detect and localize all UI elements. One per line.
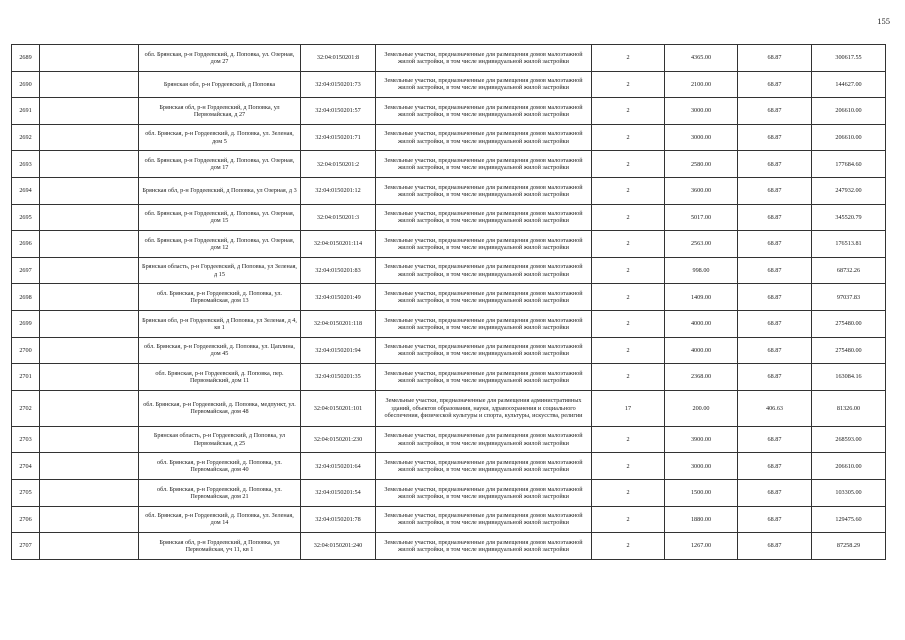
table-row — [12, 124, 886, 151]
cadastral-number-cell: 32:04:0150201:2 — [301, 151, 376, 178]
empty-cell — [40, 231, 139, 258]
empty-cell — [40, 98, 139, 125]
table-row — [12, 533, 886, 560]
area-cell: 200.00 — [665, 390, 738, 426]
cadastral-number-cell: 32:04:0150201:240 — [301, 533, 376, 560]
land-use-cell: Земельные участки, предназначенные для размещения домов малоэтажной жилой застройки, в том числе индивидуальной жилой застройки — [376, 204, 592, 231]
specific-value-cell: 68.87 — [738, 479, 812, 506]
address-cell: обл. Брянская, р-н Гордеевский, д. Поповка, ул. Озерная, дом 12 — [139, 231, 301, 258]
land-use-cell: Земельные участки, предназначенные для размещения домов малоэтажной жилой застройки, в том числе индивидуальной жилой застройки — [376, 426, 592, 453]
row-number-cell: 2696 — [12, 231, 40, 258]
land-use-cell: Земельные участки, предназначенные для размещения домов малоэтажной жилой застройки, в том числе индивидуальной жилой застройки — [376, 151, 592, 178]
table-row — [12, 204, 886, 231]
address-cell: Брянская обл, р-н Гордеевский, д Поповка — [139, 71, 301, 98]
specific-value-cell: 68.87 — [738, 151, 812, 178]
specific-value-cell: 406.63 — [738, 390, 812, 426]
land-use-cell: Земельные участки, предназначенные для размещения домов малоэтажной жилой застройки, в том числе индивидуальной жилой застройки — [376, 453, 592, 480]
land-use-cell: Земельные участки, предназначенные для размещения домов малоэтажной жилой застройки, в том числе индивидуальной жилой застройки — [376, 98, 592, 125]
row-number-cell: 2693 — [12, 151, 40, 178]
address-cell: обл. Брянская, р-н Гордеевский, д. Поповка, ул. Первомайская, дом 21 — [139, 479, 301, 506]
cadastral-value-cell: 247932.00 — [812, 177, 886, 204]
table-row — [12, 506, 886, 533]
group-cell: 2 — [592, 310, 665, 337]
specific-value-cell: 68.87 — [738, 257, 812, 284]
cadastral-value-cell: 275480.00 — [812, 310, 886, 337]
specific-value-cell: 68.87 — [738, 533, 812, 560]
land-use-cell: Земельные участки, предназначенные для размещения домов малоэтажной жилой застройки, в том числе индивидуальной жилой застройки — [376, 284, 592, 311]
cadastral-value-cell: 300617.55 — [812, 45, 886, 72]
specific-value-cell: 68.87 — [738, 45, 812, 72]
empty-cell — [40, 284, 139, 311]
group-cell: 2 — [592, 284, 665, 311]
cadastral-value-cell: 97037.83 — [812, 284, 886, 311]
table-row — [12, 284, 886, 311]
address-cell: Брянская область, р-н Гордеевский, д Поповка, ул Первомайская, д 25 — [139, 426, 301, 453]
cadastral-value-cell: 206610.00 — [812, 453, 886, 480]
cadastral-number-cell: 32:04:0150201:118 — [301, 310, 376, 337]
group-cell: 2 — [592, 257, 665, 284]
specific-value-cell: 68.87 — [738, 364, 812, 391]
land-use-cell: Земельные участки, предназначенные для размещения домов малоэтажной жилой застройки, в том числе индивидуальной жилой застройки — [376, 124, 592, 151]
area-cell: 998.00 — [665, 257, 738, 284]
cadastral-number-cell: 32:04:0150201:73 — [301, 71, 376, 98]
area-cell: 3600.00 — [665, 177, 738, 204]
land-use-cell: Земельные участки, предназначенные для размещения домов малоэтажной жилой застройки, в том числе индивидуальной жилой застройки — [376, 310, 592, 337]
address-cell: обл. Брянская, р-н Гордеевский, д. Поповка, ул. Зеленая, дом 14 — [139, 506, 301, 533]
group-cell: 2 — [592, 426, 665, 453]
cadastral-number-cell: 32:04:0150201:8 — [301, 45, 376, 72]
page-number: 155 — [877, 16, 890, 26]
cadastral-number-cell: 32:04:0150201:101 — [301, 390, 376, 426]
empty-cell — [40, 151, 139, 178]
empty-cell — [40, 45, 139, 72]
table-row — [12, 257, 886, 284]
land-use-cell: Земельные участки, предназначенные для размещения домов малоэтажной жилой застройки, в том числе индивидуальной жилой застройки — [376, 71, 592, 98]
cadastral-value-table — [11, 44, 886, 560]
address-cell: обл. Брянская, р-н Гордеевский, д. Поповка, ул. Первомайская, дом 13 — [139, 284, 301, 311]
cadastral-number-cell: 32:04:0150201:78 — [301, 506, 376, 533]
cadastral-value-cell: 275480.00 — [812, 337, 886, 364]
cadastral-value-cell: 81326.00 — [812, 390, 886, 426]
group-cell: 2 — [592, 124, 665, 151]
address-cell: обл. Брянская, р-н Гордеевский, д. Поповка, ул. Озерная, дом 17 — [139, 151, 301, 178]
table-row — [12, 390, 886, 426]
row-number-cell: 2695 — [12, 204, 40, 231]
empty-cell — [40, 364, 139, 391]
address-cell: Брянская обл, р-н Гордеевский, д Поповка, ул Озерная, д 3 — [139, 177, 301, 204]
row-number-cell: 2701 — [12, 364, 40, 391]
area-cell: 2368.00 — [665, 364, 738, 391]
table-row — [12, 310, 886, 337]
specific-value-cell: 68.87 — [738, 310, 812, 337]
land-use-cell: Земельные участки, предназначенные для размещения домов малоэтажной жилой застройки, в том числе индивидуальной жилой застройки — [376, 364, 592, 391]
group-cell: 2 — [592, 479, 665, 506]
cadastral-value-cell: 206610.00 — [812, 124, 886, 151]
cadastral-value-cell: 177684.60 — [812, 151, 886, 178]
cadastral-value-cell: 206610.00 — [812, 98, 886, 125]
group-cell: 2 — [592, 98, 665, 125]
specific-value-cell: 68.87 — [738, 98, 812, 125]
table-row — [12, 479, 886, 506]
empty-cell — [40, 204, 139, 231]
table-row — [12, 453, 886, 480]
row-number-cell: 2699 — [12, 310, 40, 337]
group-cell: 2 — [592, 453, 665, 480]
area-cell: 5017.00 — [665, 204, 738, 231]
row-number-cell: 2690 — [12, 71, 40, 98]
group-cell: 2 — [592, 231, 665, 258]
row-number-cell: 2704 — [12, 453, 40, 480]
specific-value-cell: 68.87 — [738, 71, 812, 98]
address-cell: Брянская обл, р-н Гордеевский, д Поповка, ул Первомайская, д 27 — [139, 98, 301, 125]
cadastral-number-cell: 32:04:0150201:94 — [301, 337, 376, 364]
area-cell: 4365.00 — [665, 45, 738, 72]
land-use-cell: Земельные участки, предназначенные для размещения домов малоэтажной жилой застройки, в том числе индивидуальной жилой застройки — [376, 177, 592, 204]
group-cell: 2 — [592, 506, 665, 533]
empty-cell — [40, 390, 139, 426]
cadastral-number-cell: 32:04:0150201:35 — [301, 364, 376, 391]
row-number-cell: 2703 — [12, 426, 40, 453]
cadastral-value-cell: 68732.26 — [812, 257, 886, 284]
group-cell: 2 — [592, 204, 665, 231]
row-number-cell: 2697 — [12, 257, 40, 284]
cadastral-number-cell: 32:04:0150201:71 — [301, 124, 376, 151]
row-number-cell: 2689 — [12, 45, 40, 72]
cadastral-number-cell: 32:04:0150201:83 — [301, 257, 376, 284]
address-cell: обл. Брянская, р-н Гордеевский, д. Поповка, ул. Первомайская, дом 40 — [139, 453, 301, 480]
table-body — [12, 45, 886, 560]
specific-value-cell: 68.87 — [738, 124, 812, 151]
table-row — [12, 231, 886, 258]
cadastral-value-cell: 345520.79 — [812, 204, 886, 231]
land-use-cell: Земельные участки, предназначенные для размещения домов малоэтажной жилой застройки, в том числе индивидуальной жилой застройки — [376, 231, 592, 258]
area-cell: 2580.00 — [665, 151, 738, 178]
empty-cell — [40, 71, 139, 98]
empty-cell — [40, 310, 139, 337]
empty-cell — [40, 337, 139, 364]
table-row — [12, 71, 886, 98]
row-number-cell: 2702 — [12, 390, 40, 426]
land-use-cell: Земельные участки, предназначенные для размещения домов малоэтажной жилой застройки, в том числе индивидуальной жилой застройки — [376, 257, 592, 284]
area-cell: 3000.00 — [665, 124, 738, 151]
area-cell: 1880.00 — [665, 506, 738, 533]
row-number-cell: 2692 — [12, 124, 40, 151]
group-cell: 2 — [592, 71, 665, 98]
table-row — [12, 337, 886, 364]
specific-value-cell: 68.87 — [738, 231, 812, 258]
empty-cell — [40, 453, 139, 480]
land-use-cell: Земельные участки, предназначенные для размещения домов малоэтажной жилой застройки, в том числе индивидуальной жилой застройки — [376, 479, 592, 506]
empty-cell — [40, 506, 139, 533]
table-row — [12, 151, 886, 178]
group-cell: 2 — [592, 533, 665, 560]
group-cell: 2 — [592, 177, 665, 204]
empty-cell — [40, 124, 139, 151]
cadastral-number-cell: 32:04:0150201:12 — [301, 177, 376, 204]
specific-value-cell: 68.87 — [738, 177, 812, 204]
land-use-cell: Земельные участки, предназначенные для размещения домов малоэтажной жилой застройки, в том числе индивидуальной жилой застройки — [376, 533, 592, 560]
address-cell: обл. Брянская, р-н Гордеевский, д. Поповка, ул. Озерная, дом 27 — [139, 45, 301, 72]
area-cell: 1267.00 — [665, 533, 738, 560]
area-cell: 1500.00 — [665, 479, 738, 506]
address-cell: Брянская обл, р-н Гордеевский, д Поповка, ул Первомайская, уч 11, кв 1 — [139, 533, 301, 560]
cadastral-number-cell: 32:04:0150201:54 — [301, 479, 376, 506]
cadastral-value-cell: 87258.29 — [812, 533, 886, 560]
table-row — [12, 98, 886, 125]
area-cell: 3900.00 — [665, 426, 738, 453]
specific-value-cell: 68.87 — [738, 284, 812, 311]
cadastral-value-cell: 163084.16 — [812, 364, 886, 391]
row-number-cell: 2700 — [12, 337, 40, 364]
empty-cell — [40, 533, 139, 560]
specific-value-cell: 68.87 — [738, 204, 812, 231]
address-cell: обл. Брянская, р-н Гордеевский, д. Поповка, пер. Первомайский, дом 11 — [139, 364, 301, 391]
row-number-cell: 2694 — [12, 177, 40, 204]
row-number-cell: 2706 — [12, 506, 40, 533]
address-cell: обл. Брянская, р-н Гордеевский, д. Поповка, медпункт, ул. Первомайская, дом 48 — [139, 390, 301, 426]
row-number-cell: 2698 — [12, 284, 40, 311]
group-cell: 2 — [592, 364, 665, 391]
empty-cell — [40, 257, 139, 284]
area-cell: 2563.00 — [665, 231, 738, 258]
cadastral-value-cell: 176513.81 — [812, 231, 886, 258]
empty-cell — [40, 177, 139, 204]
land-use-cell: Земельные участки, предназначенные для размещения домов малоэтажной жилой застройки, в том числе индивидуальной жилой застройки — [376, 45, 592, 72]
area-cell: 3000.00 — [665, 98, 738, 125]
table-row — [12, 177, 886, 204]
empty-cell — [40, 426, 139, 453]
address-cell: обл. Брянская, р-н Гордеевский, д. Поповка, ул. Озерная, дом 15 — [139, 204, 301, 231]
address-cell: обл. Брянская, р-н Гордеевский, д. Поповка, ул. Цаплина, дом 45 — [139, 337, 301, 364]
row-number-cell: 2707 — [12, 533, 40, 560]
group-cell: 2 — [592, 337, 665, 364]
table-row — [12, 45, 886, 72]
specific-value-cell: 68.87 — [738, 506, 812, 533]
group-cell: 2 — [592, 45, 665, 72]
land-use-cell: Земельные участки, предназначенные для размещения домов малоэтажной жилой застройки, в том числе индивидуальной жилой застройки — [376, 506, 592, 533]
row-number-cell: 2691 — [12, 98, 40, 125]
group-cell: 17 — [592, 390, 665, 426]
cadastral-number-cell: 32:04:0150201:49 — [301, 284, 376, 311]
cadastral-value-cell: 268593.00 — [812, 426, 886, 453]
row-number-cell: 2705 — [12, 479, 40, 506]
area-cell: 3000.00 — [665, 453, 738, 480]
group-cell: 2 — [592, 151, 665, 178]
area-cell: 4000.00 — [665, 310, 738, 337]
address-cell: Брянская область, р-н Гордеевский, д Поповка, ул Зеленая, д 15 — [139, 257, 301, 284]
table-row — [12, 426, 886, 453]
cadastral-value-cell: 129475.60 — [812, 506, 886, 533]
cadastral-value-cell: 103305.00 — [812, 479, 886, 506]
empty-cell — [40, 479, 139, 506]
cadastral-number-cell: 32:04:0150201:64 — [301, 453, 376, 480]
land-use-cell: Земельные участки, предназначенные для размещения административных зданий, объектов образования, науки, здравоохранения и социального обеспечения, физической культуры и спорта, культуры, искусства, религии — [376, 390, 592, 426]
cadastral-number-cell: 32:04:0150201:3 — [301, 204, 376, 231]
area-cell: 2100.00 — [665, 71, 738, 98]
specific-value-cell: 68.87 — [738, 337, 812, 364]
cadastral-number-cell: 32:04:0150201:57 — [301, 98, 376, 125]
table-row — [12, 364, 886, 391]
area-cell: 1409.00 — [665, 284, 738, 311]
specific-value-cell: 68.87 — [738, 453, 812, 480]
cadastral-number-cell: 32:04:0150201:230 — [301, 426, 376, 453]
area-cell: 4000.00 — [665, 337, 738, 364]
land-use-cell: Земельные участки, предназначенные для размещения домов малоэтажной жилой застройки, в том числе индивидуальной жилой застройки — [376, 337, 592, 364]
address-cell: обл. Брянская, р-н Гордеевский, д. Поповка, ул. Зеленая, дом 5 — [139, 124, 301, 151]
specific-value-cell: 68.87 — [738, 426, 812, 453]
cadastral-value-cell: 144627.00 — [812, 71, 886, 98]
cadastral-number-cell: 32:04:0150201:114 — [301, 231, 376, 258]
address-cell: Брянская обл, р-н Гордеевский, д Поповка, ул Зеленая, д 4, кв 1 — [139, 310, 301, 337]
